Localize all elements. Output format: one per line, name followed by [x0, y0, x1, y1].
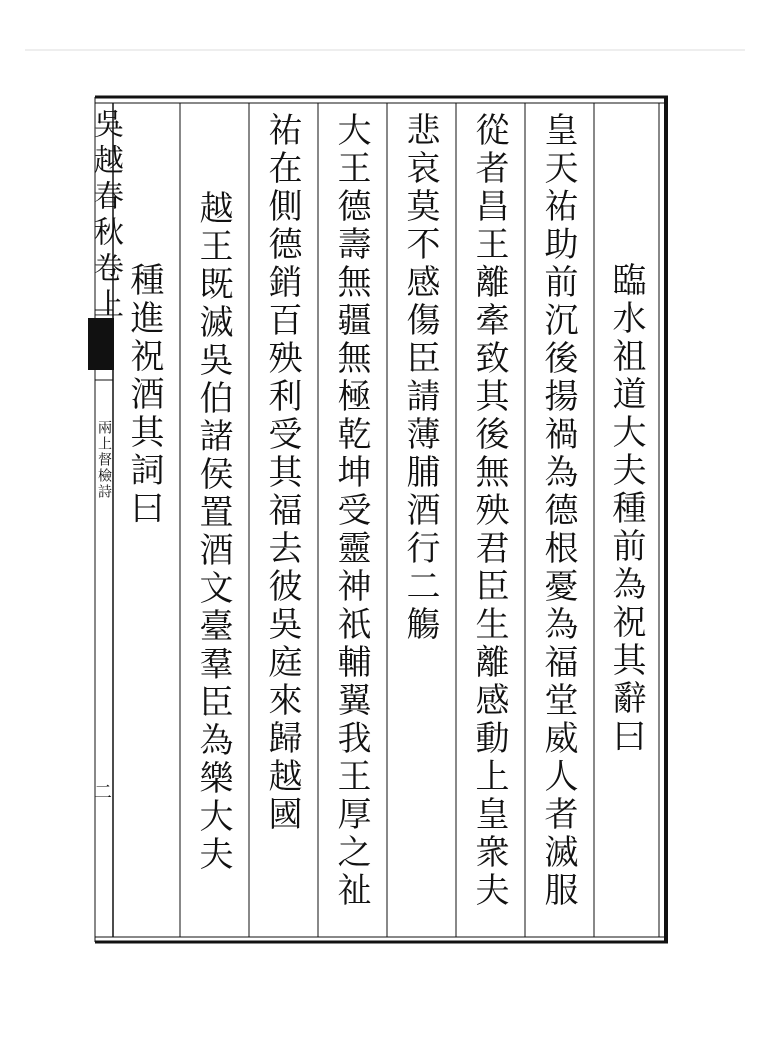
text-column-5: 大王德壽無疆無極乾坤受靈神祇輔翼我王厚之祉: [331, 112, 371, 910]
text-column-6: 祐在側德銷百殃利受其福去彼吳庭來歸越國: [262, 112, 302, 834]
book-title-text: 吳越春秋: [88, 108, 123, 252]
margin-book-title: [88, 108, 122, 324]
text-column-2: 皇天祐助前沉後揚禍為德根憂為福堂威人者滅服: [538, 112, 578, 910]
text-column-4: 悲哀莫不感傷臣請薄脯酒行二觴: [400, 112, 440, 644]
text-column-1: 臨水祖道大夫種前為祝其辭曰: [606, 262, 646, 756]
text-column-8: 種進祝酒其詞曰: [124, 262, 164, 528]
fish-tail-mark: [88, 318, 114, 370]
text-column-3: 從者昌王離牽致其後無殃君臣生離感動上皇衆夫: [469, 112, 509, 910]
text-column-7: 越王既滅吳伯諸侯置酒文臺羣臣為樂大夫: [193, 190, 233, 874]
margin-page-number: 二: [94, 782, 112, 803]
section-text: 卷上: [88, 252, 123, 324]
margin-subtitle: 兩上督檢詩: [96, 420, 112, 500]
